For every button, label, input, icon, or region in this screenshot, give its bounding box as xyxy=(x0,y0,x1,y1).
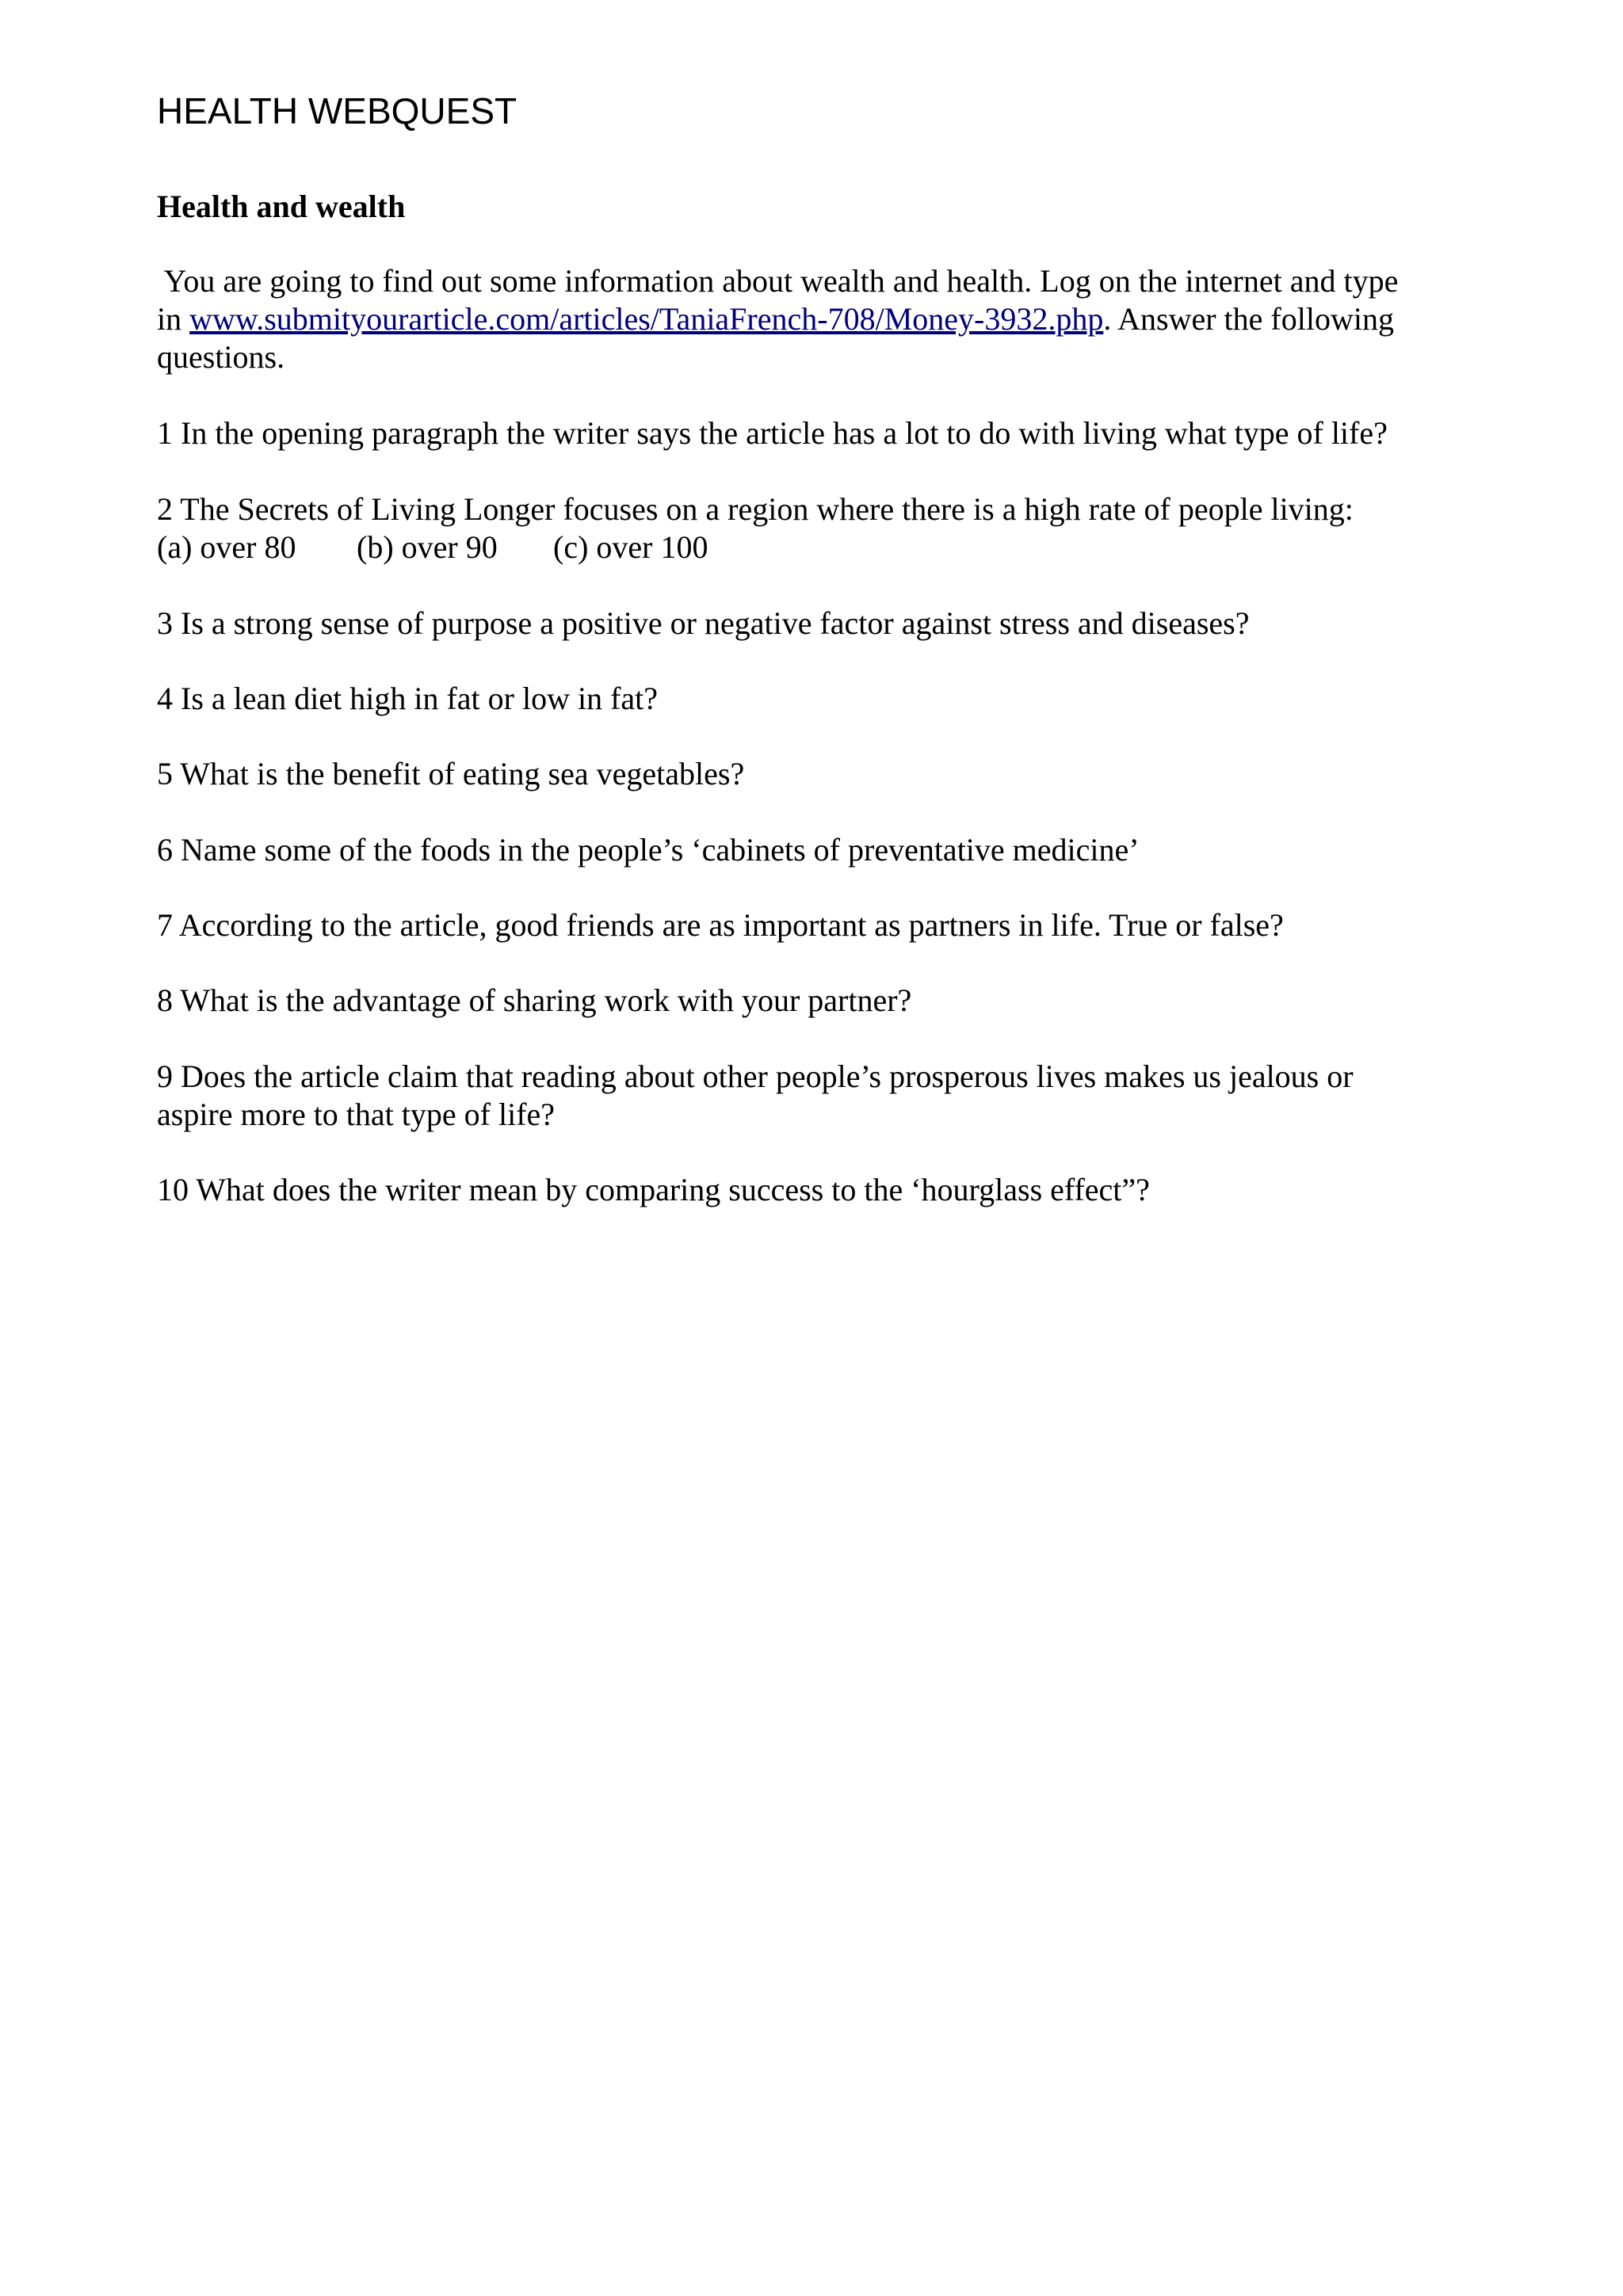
question-text: 9 Does the article claim that reading about other people’s prosperous lives makes us jealous or xyxy=(157,1058,1354,1094)
question-text: 2 The Secrets of Living Longer focuses on a region where there is a high rate of people living: xyxy=(157,491,1354,527)
question-text: 1 In the opening paragraph the writer says the article has a lot to do with living what type of life? xyxy=(157,415,1388,451)
intro-line-2-prefix: in xyxy=(157,301,190,337)
question-8 xyxy=(157,982,911,1020)
intro-paragraph xyxy=(157,262,1472,376)
question-6 xyxy=(157,831,1140,869)
section-title: Health and wealth xyxy=(157,189,406,224)
question-text: 4 Is a lean diet high in fat or low in fat? xyxy=(157,681,659,716)
question-3 xyxy=(157,605,1250,643)
intro-line-1: You are going to find out some information about wealth and health. Log on the internet and type xyxy=(157,263,1399,299)
intro-line-3: questions. xyxy=(157,339,285,375)
question-text: 10 What does the writer mean by comparing success to the ‘hourglass effect”? xyxy=(157,1172,1150,1207)
question-7 xyxy=(157,906,1284,944)
document-title: HEALTH WEBQUEST xyxy=(157,90,517,132)
question-1 xyxy=(157,414,1388,452)
question-text: 6 Name some of the foods in the people’s ‘cabinets of preventative medicine’ xyxy=(157,832,1140,868)
option-a: (a) over 80 xyxy=(157,529,296,565)
question-9 xyxy=(157,1058,1354,1134)
intro-line-2 xyxy=(157,300,1472,338)
question-text: 3 Is a strong sense of purpose a positive or negative factor against stress and diseases? xyxy=(157,605,1250,641)
intro-line-2-suffix: . Answer the following xyxy=(1103,301,1394,337)
option-b: (b) over 90 xyxy=(357,529,498,565)
question-text-continued: aspire more to that type of life? xyxy=(157,1097,556,1132)
article-link[interactable]: www.submityourarticle.com/articles/TaniaFrench-708/Money-3932.php xyxy=(189,301,1104,337)
question-2 xyxy=(157,490,1354,566)
question-5 xyxy=(157,755,744,793)
question-text: 7 According to the article, good friends are as important as partners in life. True or false? xyxy=(157,907,1284,943)
question-text: 5 What is the benefit of eating sea vegetables? xyxy=(157,756,745,791)
question-text: 8 What is the advantage of sharing work with your partner? xyxy=(157,982,912,1018)
option-c: (c) over 100 xyxy=(553,529,708,565)
question-2-options xyxy=(157,528,1354,566)
question-4 xyxy=(157,680,658,718)
question-10 xyxy=(157,1171,1150,1209)
